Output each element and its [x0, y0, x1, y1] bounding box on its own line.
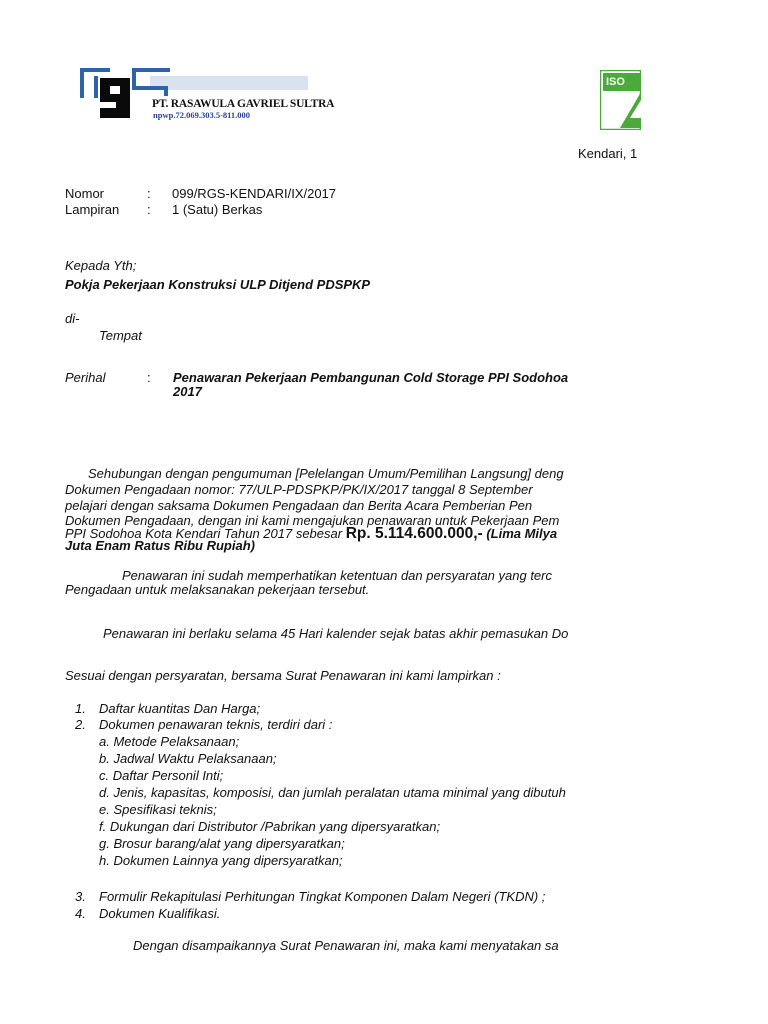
attachment-num-3: 3. [75, 889, 86, 904]
attachment-item-4: Dokumen Kualifikasi. [99, 906, 221, 921]
p1-line-6: Juta Enam Ratus Ribu Rupiah) [65, 538, 255, 553]
lampiran-colon: : [147, 202, 151, 217]
city-date: Kendari, 1 [578, 146, 638, 161]
attachment-item-1: Daftar kuantitas Dan Harga; [99, 701, 261, 716]
perihal-colon: : [147, 370, 151, 385]
attachment-item-3: Formulir Rekapitulasi Perhitungan Tingkat Komponen Dalam Negeri (TKDN) ; [99, 889, 546, 904]
p1-line-2: Dokumen Pengadaan nomor: 77/ULP-PDSPKP/PK/IX/2017 tanggal 8 September [65, 482, 533, 497]
lampiran-label: Lampiran [65, 202, 120, 217]
offer-amount: Rp. 5.114.600.000,- [345, 525, 483, 542]
sub-item-g: g. Brosur barang/alat yang dipersyaratkan; [99, 836, 345, 851]
p2-line-2: Pengadaan untuk melaksanakan pekerjaan tersebut. [65, 582, 370, 597]
sub-item-c: c. Daftar Personil Inti; [99, 768, 224, 783]
iso-certification-icon [600, 70, 641, 130]
recipient-tempat: Tempat [99, 328, 142, 343]
p3-line: Penawaran ini berlaku selama 45 Hari kalender sejak batas akhir pemasukan Do [103, 626, 569, 641]
lampiran-value: 1 (Satu) Berkas [172, 202, 263, 217]
sub-item-e: e. Spesifikasi teknis; [99, 802, 217, 817]
sub-item-b: b. Jadwal Waktu Pelaksanaan; [99, 751, 277, 766]
nomor-value: 099/RGS-KENDARI/IX/2017 [172, 186, 337, 201]
iso-label: ISO [606, 76, 625, 88]
attachment-num-1: 1. [75, 701, 86, 716]
nomor-label: Nomor [65, 186, 105, 201]
recipient-name: Pokja Pekerjaan Konstruksi ULP Ditjend PDSPKP [65, 277, 371, 292]
perihal-line-2: 2017 [173, 384, 202, 399]
company-npwp: npwp.72.069.303.5-811.000 [153, 110, 251, 120]
salutation: Kepada Yth; [65, 258, 137, 273]
perihal-line-1: Penawaran Pekerjaan Pembangunan Cold Storage PPI Sodohoa [173, 370, 569, 385]
p1-line-1: Sehubungan dengan pengumuman [Pelelangan Umum/Pemilihan Langsung] deng [88, 466, 564, 481]
p1-line-5-pre: PPI Sodohoa Kota Kendari Tahun 2017 sebesar [65, 526, 346, 541]
recipient-di: di- [65, 311, 80, 326]
attachment-item-2: Dokumen penawaran teknis, terdiri dari : [99, 717, 333, 732]
page-margin [641, 0, 768, 1024]
perihal-label: Perihal [65, 370, 106, 385]
p2-line-1: Penawaran ini sudah memperhatikan ketentuan dan persyaratan yang terc [122, 568, 552, 583]
sub-item-f: f. Dukungan dari Distributor /Pabrikan yang dipersyaratkan; [99, 819, 441, 834]
nomor-colon: : [147, 186, 151, 201]
closing-line: Dengan disampaikannya Surat Penawaran ini, maka kami menyatakan sa [133, 938, 559, 953]
company-name: PT. RASAWULA GAVRIEL SULTRA [152, 98, 335, 110]
p4-line: Sesuai dengan persyaratan, bersama Surat Penawaran ini kami lampirkan : [65, 668, 501, 683]
sub-item-h: h. Dokumen Lainnya yang dipersyaratkan; [99, 853, 343, 868]
attachment-num-4: 4. [75, 906, 86, 921]
sub-item-a: a. Metode Pelaksanaan; [99, 734, 240, 749]
p1-line-4: Dokumen Pengadaan, dengan ini kami mengajukan penawaran untuk Pekerjaan Pem [65, 513, 560, 528]
attachment-num-2: 2. [75, 717, 86, 732]
p1-line-5-post: (Lima Milya [482, 526, 558, 541]
iso-badge [600, 70, 641, 130]
company-logo [80, 68, 335, 122]
p1-line-3: pelajari dengan saksama Dokumen Pengadaan dan Berita Acara Pemberian Pen [65, 498, 533, 513]
sub-item-d: d. Jenis, kapasitas, komposisi, dan jumlah peralatan utama minimal yang dibutuh [99, 785, 566, 800]
